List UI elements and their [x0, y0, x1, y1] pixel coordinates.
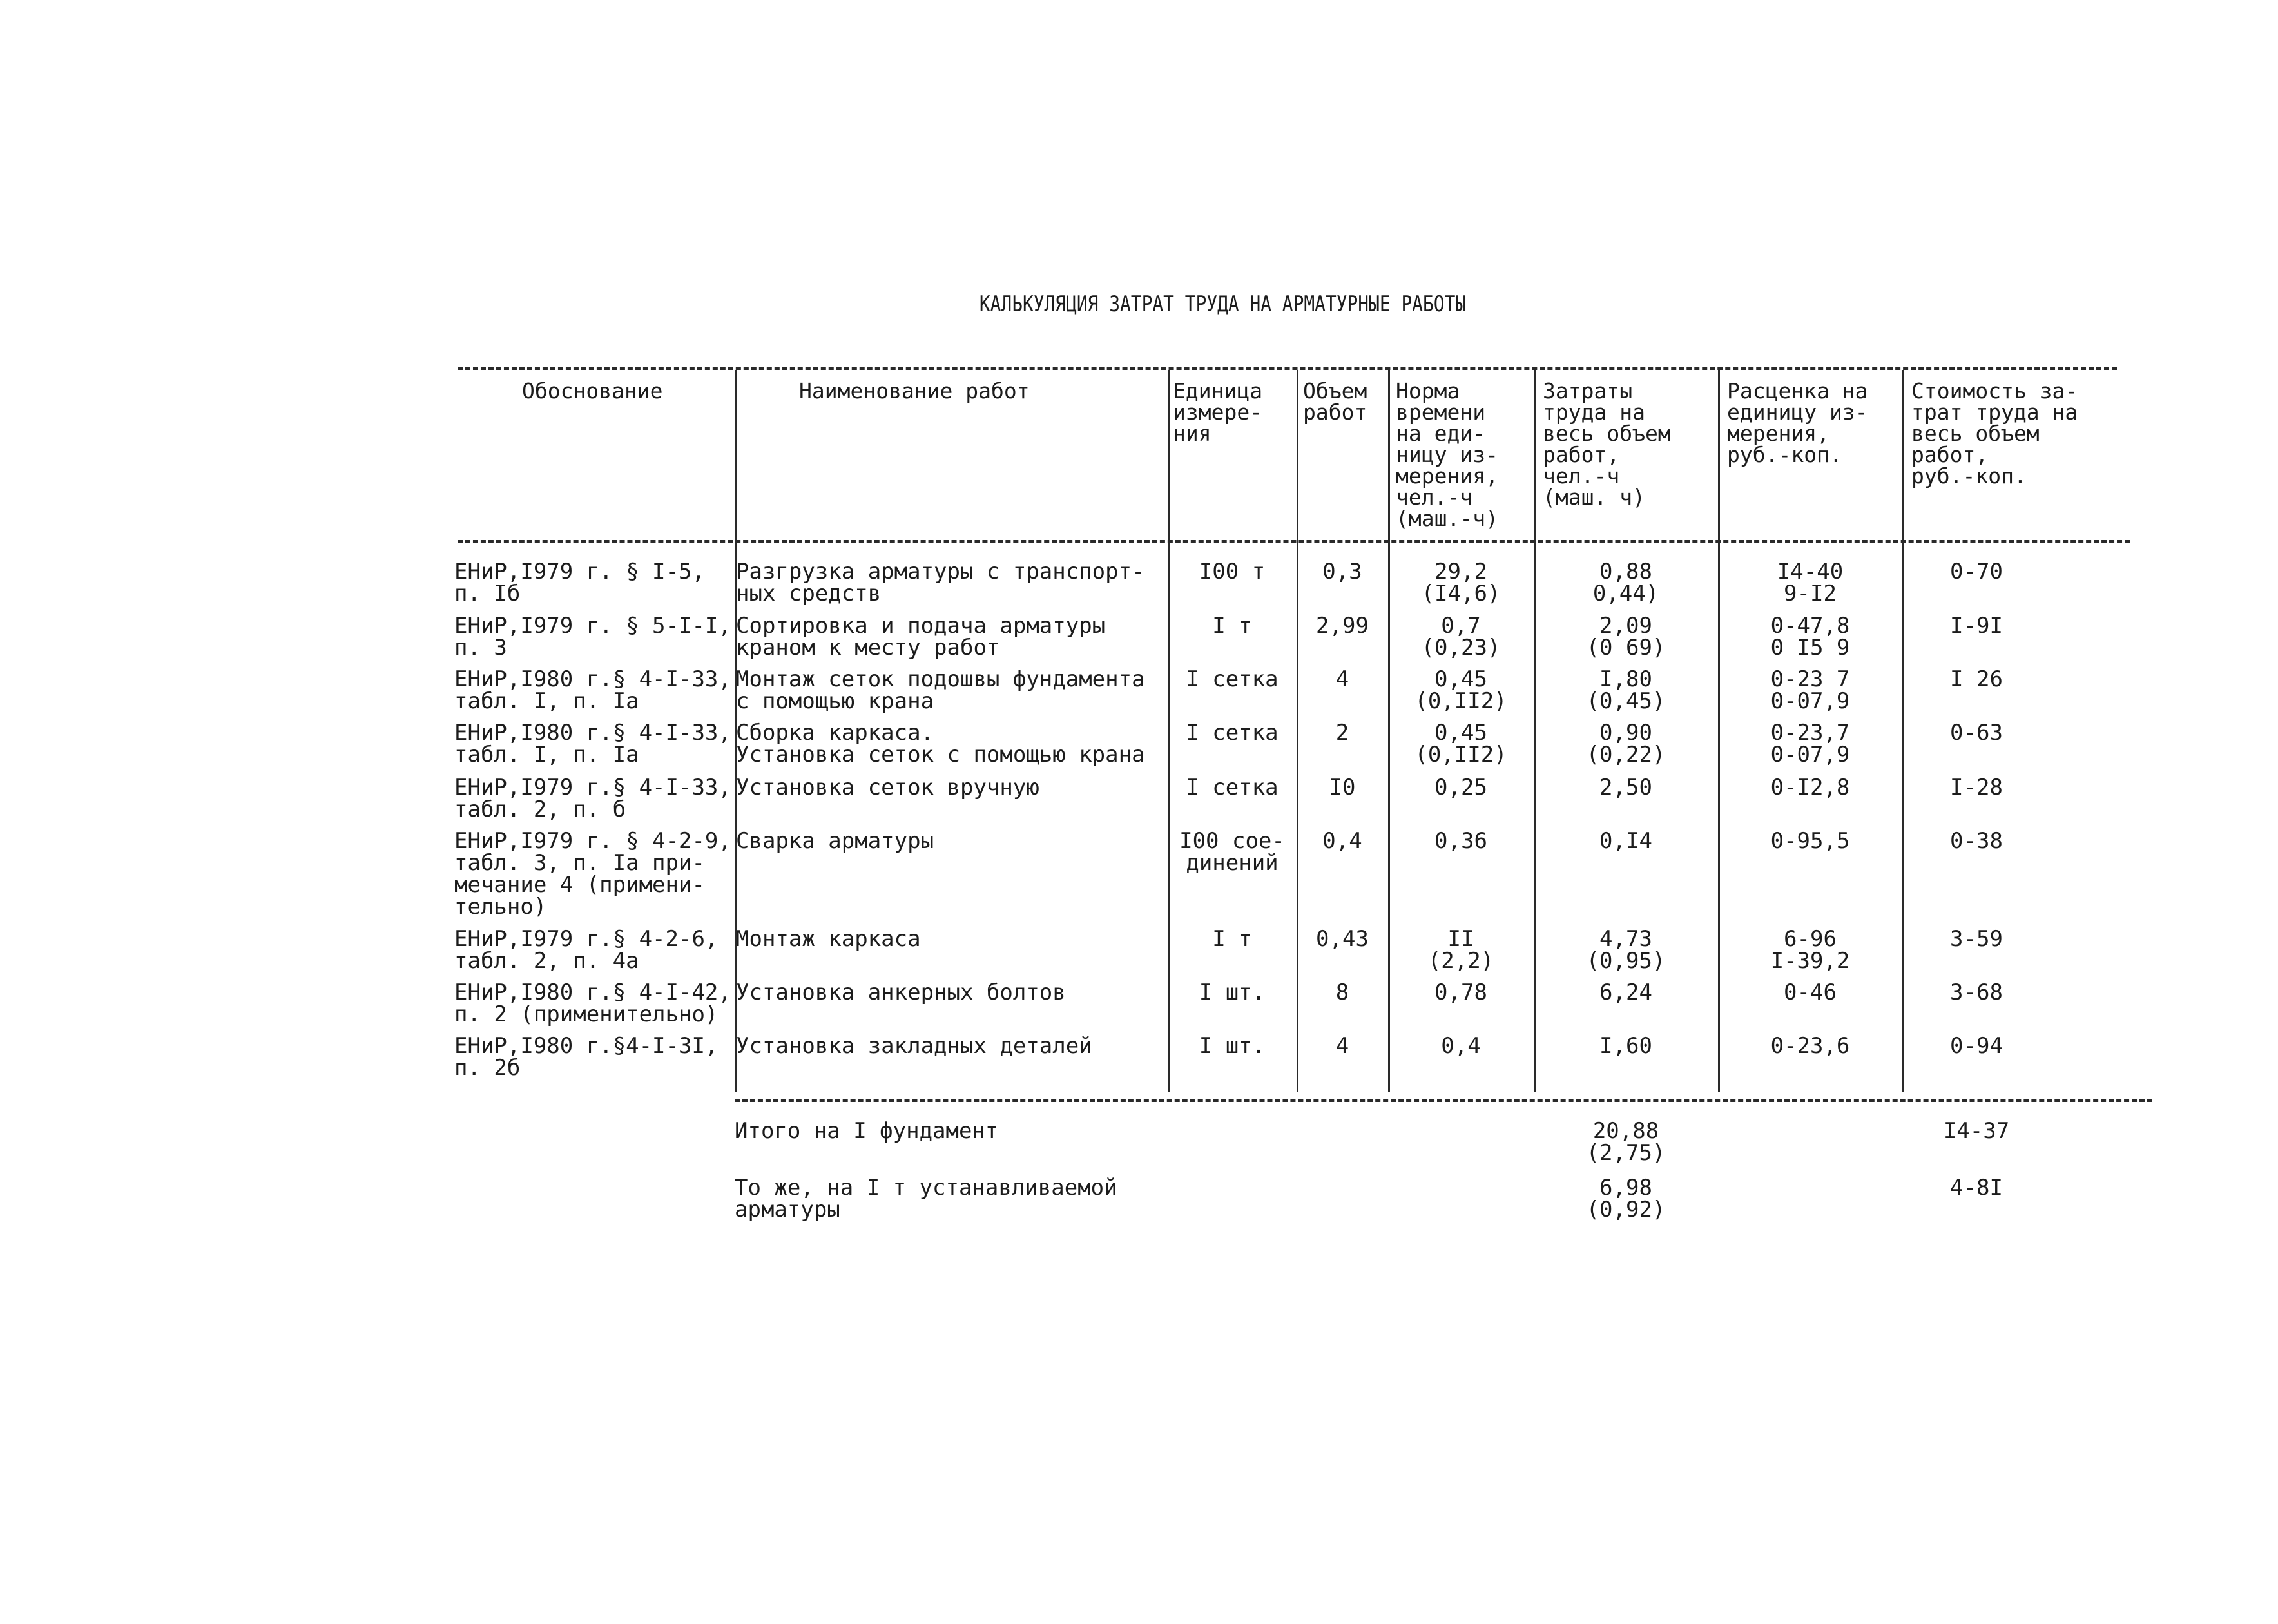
header-time-norm: Норма времени на еди- ницу из- мерения, чел.-ч (маш.-ч) [1396, 378, 1498, 531]
cell-basis: ЕНиР,I980 г.§ 4-I-33, табл. I, п. Iа [454, 720, 731, 768]
cell-time-norm: 0,7 (0,23) [1421, 613, 1501, 661]
cell-work-name: Установка сеток вручную [736, 775, 1039, 800]
cell-work-name: Разгрузка арматуры с транспорт- ных средств [736, 559, 1145, 606]
cell-unit: I шт. [1199, 1033, 1266, 1059]
cell-time-norm: 0,45 (0,II2) [1414, 666, 1507, 714]
cell-basis: ЕНиР,I979 г. § I-5, п. Iб [454, 559, 705, 606]
document-title: КАЛЬКУЛЯЦИЯ ЗАТРАТ ТРУДА НА АРМАТУРНЫЕ РАБОТЫ [979, 291, 1467, 317]
cell-volume: 2,99 [1316, 613, 1369, 639]
table-top-rule [458, 367, 2117, 370]
header-volume: Объем работ [1303, 378, 1367, 425]
cell-work-name: Монтаж сеток подошвы фундамента с помощью крана [736, 666, 1145, 714]
cell-work-name: Монтаж каркаса [736, 926, 921, 952]
cell-labour: 6,24 [1599, 980, 1652, 1005]
header-unit: Единица измере- ния [1173, 378, 1263, 446]
per-ton-label: То же, на I т устанавливаемой арматуры [735, 1175, 1117, 1223]
cell-work-name: Установка анкерных болтов [736, 980, 1066, 1005]
cell-unit: I т [1212, 926, 1252, 952]
cell-basis: ЕНиР,I980 г.§4-I-3I, п. 2б [454, 1033, 719, 1081]
cell-volume: 0,4 [1322, 828, 1362, 854]
cell-time-norm: 0,78 [1434, 980, 1487, 1005]
cell-volume: 2 [1335, 720, 1349, 746]
total-cost: I4-37 [1943, 1118, 2010, 1144]
cell-volume: 4 [1335, 666, 1349, 692]
cell-time-norm: 29,2 (I4,6) [1421, 559, 1501, 606]
cell-rate: 0-46 [1784, 980, 1837, 1005]
cell-volume: 4 [1335, 1033, 1349, 1059]
cell-time-norm: 0,25 [1434, 775, 1487, 800]
cell-unit: I сетка [1186, 666, 1279, 692]
cell-cost: 0-38 [1950, 828, 2003, 854]
cell-cost: 3-68 [1950, 980, 2003, 1005]
cell-rate: 0-23,7 0-07,9 [1770, 720, 1850, 768]
cell-unit: I т [1212, 613, 1252, 639]
cell-basis: ЕНиР,I979 г.§ 4-I-33, табл. 2, п. б [454, 775, 731, 822]
cell-labour: 0,I4 [1599, 828, 1652, 854]
cell-labour: 0,88 0,44) [1592, 559, 1659, 606]
cell-labour: 4,73 (0,95) [1586, 926, 1666, 974]
cell-cost: 0-70 [1950, 559, 2003, 585]
cell-basis: ЕНиР,I980 г.§ 4-I-33, табл. I, п. Iа [454, 666, 731, 714]
cell-labour: I,80 (0,45) [1586, 666, 1666, 714]
cell-volume: I0 [1329, 775, 1356, 800]
cell-unit: I сетка [1186, 775, 1279, 800]
cell-volume: 0,3 [1322, 559, 1362, 585]
cell-basis: ЕНиР,I979 г. § 5-I-I, п. 3 [454, 613, 731, 661]
cell-cost: I-9I [1950, 613, 2003, 639]
cell-basis: ЕНиР,I979 г. § 4-2-9, табл. 3, п. Iа при- мечание 4 (примени- тельно) [454, 828, 731, 920]
cell-time-norm: 0,4 [1441, 1033, 1481, 1059]
cell-labour: 0,90 (0,22) [1586, 720, 1666, 768]
header-rate: Расценка на единицу из- мерения, руб.-коп. [1727, 378, 1868, 467]
cell-rate: 0-47,8 0 I5 9 [1770, 613, 1850, 661]
header-cost: Стоимость за- трат труда на весь объем работ, руб.-коп. [1911, 378, 2078, 488]
cell-labour: I,60 [1599, 1033, 1652, 1059]
cell-labour: 2,09 (0 69) [1586, 613, 1666, 661]
cell-work-name: Сварка арматуры [736, 828, 934, 854]
cell-unit: I00 т [1199, 559, 1266, 585]
cell-cost: 0-63 [1950, 720, 2003, 746]
cell-rate: 6-96 I-39,2 [1770, 926, 1850, 974]
per-ton-labour: 6,98 (0,92) [1586, 1175, 1666, 1223]
header-basis: Обоснование [522, 378, 663, 403]
cell-labour: 2,50 [1599, 775, 1652, 800]
total-labour: 20,88 (2,75) [1586, 1118, 1666, 1166]
cell-basis: ЕНиР,I979 г.§ 4-2-6, табл. 2, п. 4а [454, 926, 719, 974]
cell-unit: I сетка [1186, 720, 1279, 746]
cell-volume: 8 [1335, 980, 1349, 1005]
header-labour: Затраты труда на весь объем работ, чел.-ч (маш. ч) [1543, 378, 1671, 510]
cell-time-norm: 0,45 (0,II2) [1414, 720, 1507, 768]
cell-basis: ЕНиР,I980 г.§ 4-I-42, п. 2 (применительно) [454, 980, 731, 1027]
cell-volume: 0,43 [1316, 926, 1369, 952]
cell-rate: 0-95,5 [1770, 828, 1850, 854]
cell-cost: I 26 [1950, 666, 2003, 692]
cell-work-name: Сортировка и подача арматуры краном к месту работ [736, 613, 1106, 661]
total-label: Итого на I фундамент [735, 1118, 999, 1144]
body-bottom-rule [735, 1099, 2152, 1102]
cell-work-name: Сборка каркаса. Установка сеток с помощью крана [736, 720, 1145, 768]
cell-rate: 0-I2,8 [1770, 775, 1850, 800]
cell-unit: I00 сое- динений [1179, 828, 1285, 876]
cell-rate: I4-40 9-I2 [1777, 559, 1844, 606]
cell-unit: I шт. [1199, 980, 1266, 1005]
header-work-name: Наименование работ [799, 378, 1030, 403]
cell-rate: 0-23,6 [1770, 1033, 1850, 1059]
per-ton-cost: 4-8I [1950, 1175, 2003, 1201]
cell-cost: I-28 [1950, 775, 2003, 800]
cell-rate: 0-23 7 0-07,9 [1770, 666, 1850, 714]
cell-time-norm: 0,36 [1434, 828, 1487, 854]
cell-work-name: Установка закладных деталей [736, 1033, 1092, 1059]
cell-cost: 3-59 [1950, 926, 2003, 952]
cell-cost: 0-94 [1950, 1033, 2003, 1059]
header-bottom-rule [458, 540, 2130, 543]
cell-time-norm: II (2,2) [1427, 926, 1494, 974]
